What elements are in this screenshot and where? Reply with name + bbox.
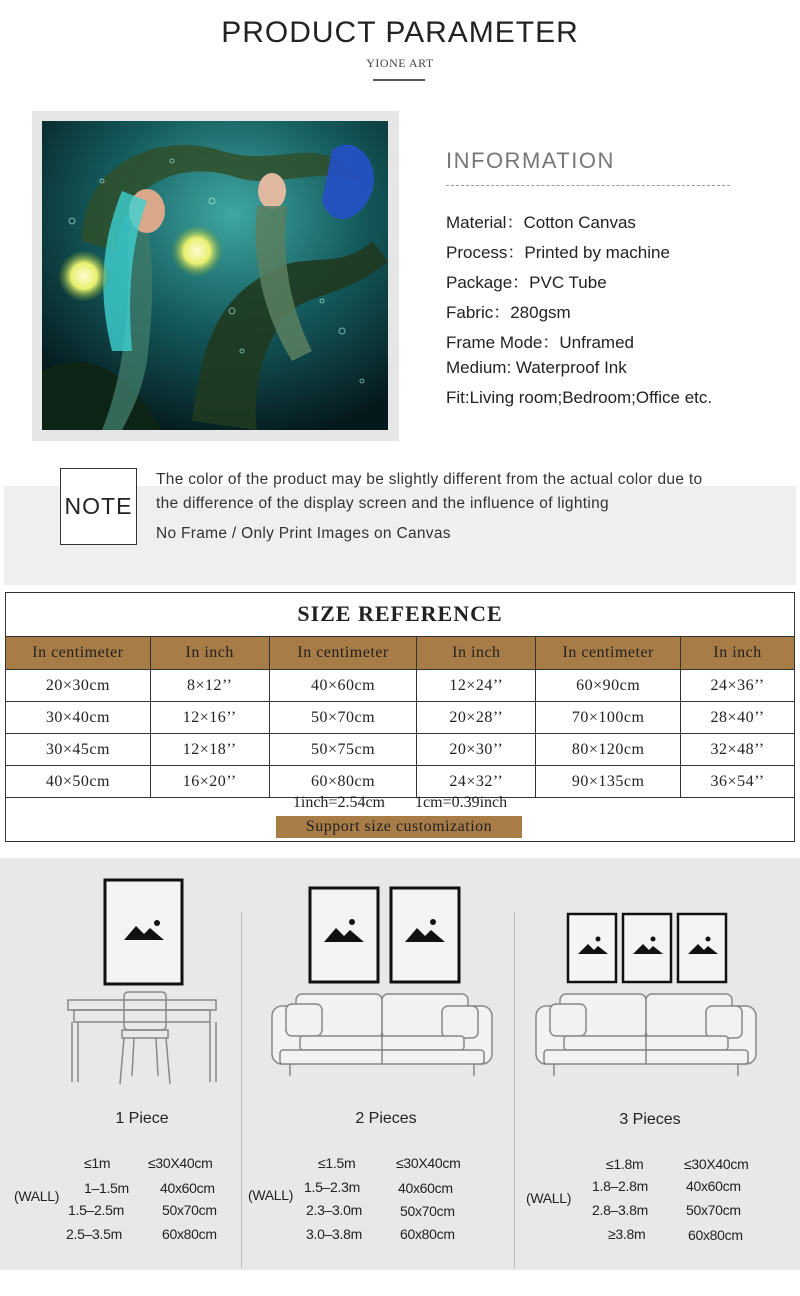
three-pieces-illustration bbox=[530, 910, 762, 1084]
three-pieces-label: 3 Pieces bbox=[619, 1111, 681, 1128]
size-reference-title: SIZE REFERENCE bbox=[297, 601, 503, 626]
wall-width: ≤1.8m bbox=[606, 1156, 644, 1172]
table-row bbox=[6, 702, 795, 734]
column-divider bbox=[241, 912, 242, 1268]
wall-label: (WALL) bbox=[526, 1190, 572, 1206]
wall-width: 3.0–3.8m bbox=[306, 1226, 362, 1242]
header-cell: In centimeter bbox=[536, 637, 681, 670]
one-piece-label: 1 Piece bbox=[115, 1110, 169, 1127]
header-divider bbox=[373, 79, 425, 81]
header-cell: In inch bbox=[150, 637, 269, 670]
wall-width: 2.8–3.8m bbox=[592, 1202, 648, 1218]
info-fabric: Fabric：280gsm bbox=[446, 303, 571, 322]
print-size: 60x80cm bbox=[688, 1227, 743, 1243]
wall-width: 1.5–2.3m bbox=[304, 1179, 360, 1195]
print-size: 60x80cm bbox=[162, 1226, 217, 1242]
customization-badge: Support size customization bbox=[276, 816, 522, 838]
wall-width: 1–1.5m bbox=[84, 1180, 129, 1196]
table-cell: 60×80cm bbox=[269, 766, 417, 798]
table-cell: 28×40’’ bbox=[681, 702, 795, 734]
table-cell: 30×40cm bbox=[6, 702, 151, 734]
table-cell: 20×30’’ bbox=[417, 734, 536, 766]
wall-width: 2.3–3.0m bbox=[306, 1202, 362, 1218]
wall-width: ≥3.8m bbox=[608, 1226, 646, 1242]
table-row bbox=[6, 734, 795, 766]
table-cell: 50×70cm bbox=[269, 702, 417, 734]
wall-label: (WALL) bbox=[248, 1187, 294, 1203]
note-line: The color of the product may be slightly different from the actual color due to bbox=[156, 471, 703, 488]
table-cell: 8×12’’ bbox=[150, 670, 269, 702]
wall-width: ≤1.5m bbox=[318, 1155, 356, 1171]
wall-label: (WALL) bbox=[14, 1188, 60, 1204]
table-cell: 16×20’’ bbox=[150, 766, 269, 798]
unit-conversion bbox=[0, 794, 800, 812]
table-cell: 30×45cm bbox=[6, 734, 151, 766]
note-line: the difference of the display screen and the influence of lighting bbox=[156, 495, 609, 512]
table-cell: 24×32’’ bbox=[417, 766, 536, 798]
info-fit: Fit:Living room;Bedroom;Office etc. bbox=[446, 388, 713, 407]
info-frame-mode: Frame Mode：Unframed bbox=[446, 333, 635, 352]
one-piece-illustration bbox=[60, 876, 230, 1088]
table-cell: 36×54’’ bbox=[681, 766, 795, 798]
wall-width: 1.8–2.8m bbox=[592, 1178, 648, 1194]
print-size: 50x70cm bbox=[162, 1202, 217, 1218]
info-package: Package：PVC Tube bbox=[446, 273, 607, 292]
table-cell: 12×18’’ bbox=[150, 734, 269, 766]
info-medium: Medium: Waterproof Ink bbox=[446, 358, 627, 377]
print-size: 60x80cm bbox=[400, 1226, 455, 1242]
table-cell: 40×50cm bbox=[6, 766, 151, 798]
column-divider bbox=[514, 912, 515, 1268]
print-size: 40x60cm bbox=[398, 1180, 453, 1196]
two-pieces-illustration bbox=[266, 884, 498, 1084]
print-size: ≤30X40cm bbox=[396, 1155, 461, 1171]
table-cell: 50×75cm bbox=[269, 734, 417, 766]
info-material: Material：Cotton Canvas bbox=[446, 213, 636, 232]
wall-width: 1.5–2.5m bbox=[68, 1202, 124, 1218]
table-cell: 20×28’’ bbox=[417, 702, 536, 734]
info-process: Process：Printed by machine bbox=[446, 243, 670, 262]
table-cell: 40×60cm bbox=[269, 670, 417, 702]
print-size: 50x70cm bbox=[400, 1203, 455, 1219]
brand-subtitle: YIONE ART bbox=[366, 56, 434, 70]
print-size: ≤30X40cm bbox=[148, 1155, 213, 1171]
table-row bbox=[6, 670, 795, 702]
table-cell: 12×24’’ bbox=[417, 670, 536, 702]
header-cell: In inch bbox=[681, 637, 795, 670]
information-divider bbox=[446, 185, 730, 186]
two-pieces-label: 2 Pieces bbox=[355, 1110, 417, 1127]
size-table bbox=[5, 636, 795, 798]
table-cell: 20×30cm bbox=[6, 670, 151, 702]
table-cell: 90×135cm bbox=[536, 766, 681, 798]
table-cell: 60×90cm bbox=[536, 670, 681, 702]
print-size: ≤30X40cm bbox=[684, 1156, 749, 1172]
table-cell: 80×120cm bbox=[536, 734, 681, 766]
conversion-cm: 1cm=0.39inch bbox=[415, 794, 508, 811]
header-cell: In centimeter bbox=[269, 637, 417, 670]
print-size: 40x60cm bbox=[686, 1178, 741, 1194]
conversion-inch: 1inch=2.54cm bbox=[292, 794, 385, 811]
print-size: 50x70cm bbox=[686, 1202, 741, 1218]
wall-width: ≤1m bbox=[84, 1155, 111, 1171]
header-cell: In centimeter bbox=[6, 637, 151, 670]
table-cell: 32×48’’ bbox=[681, 734, 795, 766]
table-cell: 24×36’’ bbox=[681, 670, 795, 702]
table-row bbox=[6, 766, 795, 798]
header-cell: In inch bbox=[417, 637, 536, 670]
note-label: NOTE bbox=[60, 468, 137, 545]
table-cell: 70×100cm bbox=[536, 702, 681, 734]
page-title: PRODUCT PARAMETER bbox=[221, 16, 579, 49]
note-line: No Frame / Only Print Images on Canvas bbox=[156, 525, 451, 542]
print-size: 40x60cm bbox=[160, 1180, 215, 1196]
product-image bbox=[42, 121, 388, 430]
table-cell: 12×16’’ bbox=[150, 702, 269, 734]
size-table-header bbox=[6, 637, 795, 670]
information-title: INFORMATION bbox=[446, 148, 615, 173]
wall-width: 2.5–3.5m bbox=[66, 1226, 122, 1242]
